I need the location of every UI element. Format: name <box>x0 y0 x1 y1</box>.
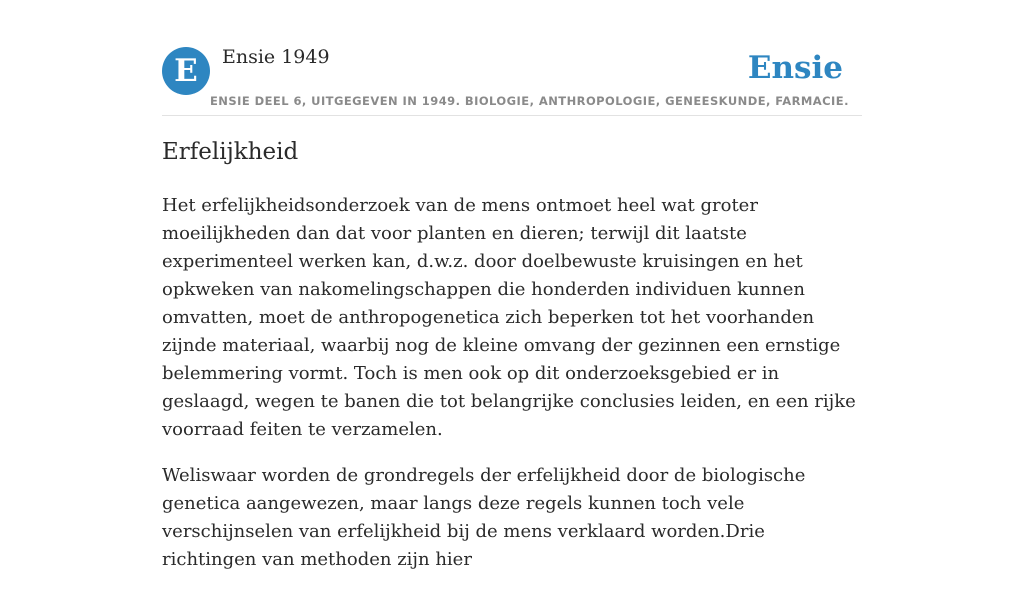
book-title-link[interactable]: Ensie 1949 <box>222 46 330 68</box>
ensie-logo-icon[interactable]: E <box>162 47 210 95</box>
article-title: Erfelijkheid <box>162 139 299 165</box>
site-header <box>162 44 862 116</box>
article-paragraph: Het erfelijkheidsonderzoek van de mens ontmoet heel wat groter moeilijkheden dan dat voor planten en dieren; terwijl dit laatste experimenteel werken kan, d.w.z. door doelbewuste kruisingen en het opkweken van nakomelingschappen die honderden individuen kunnen omvatten, moet de anthropogenetica zich beperken tot het voorhanden zijnde materiaal, waarbij nog de kleine omvang der gezinnen een ernstige belemmering vormt. Toch is men ook op dit onderzoeksgebied er in geslaagd, wegen te banen die tot belangrijke conclusies leiden, en een rijke voorraad feiten te verzamelen. <box>162 195 856 440</box>
article-paragraph: Weliswaar worden de grondregels der erfelijkheid door de biologische genetica aangewezen, maar langs deze regels kunnen toch vele verschijnselen van erfelijkheid bij de mens verklaard worden.Drie richtingen van methoden zijn hier <box>162 465 806 570</box>
book-subtitle: ENSIE DEEL 6, UITGEGEVEN IN 1949. BIOLOGIE, ANTHROPOLOGIE, GENEESKUNDE, FARMACIE. <box>210 94 849 108</box>
article-body <box>162 192 862 592</box>
brand-logo-link[interactable]: Ensie <box>747 50 843 86</box>
